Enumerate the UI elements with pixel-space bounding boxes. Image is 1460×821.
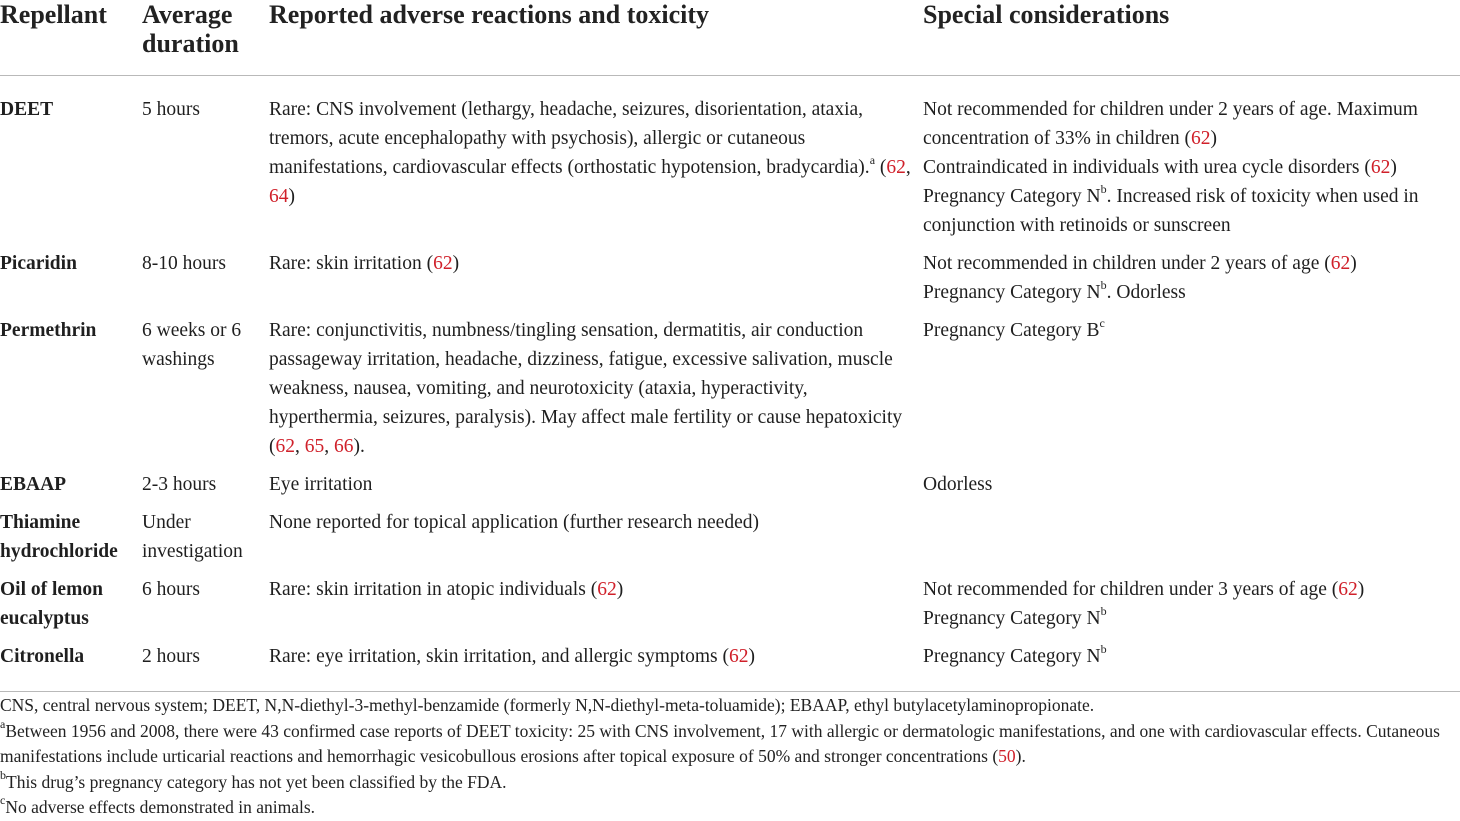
- header-duration: Average duration: [142, 0, 239, 58]
- repellant-name: EBAAP: [0, 474, 67, 495]
- reactions-cell: Rare: conjunctivitis, numbness/tingling sensation, dermatitis, air conduction passageway irritation, headache, dizziness, fatigue, excessive salivation, muscle weakness, nausea, vomiting, and neurotoxicity (ataxia, hyperactivity, hyperthermia, seizures, paralysis). May affect male fertility or cause hepatoxicity (62, 65, 66).: [269, 320, 903, 457]
- reference-link[interactable]: 50: [998, 746, 1016, 766]
- considerations-cell: Not recommended in children under 2 years of age (62) Pregnancy Category $N^b$. Odorless: [923, 253, 1357, 303]
- considerations-cell: Odorless: [923, 474, 993, 495]
- reactions-cell: None reported for topical application (further research needed): [269, 512, 759, 533]
- footnote-mark: b: [1100, 641, 1107, 656]
- duration-cell: 6 weeks or 6 washings: [142, 320, 242, 370]
- reactions-cell: Rare: CNS involvement (lethargy, headache, seizures, disorientation, ataxia, tremors, acute encephalopathy with psychosis), allergic or cutaneous manifestations, cardiovascular effects (orthostatic hypotension, bradycardia).$^a$ (62, 64): [269, 99, 911, 207]
- repellant-name: Citronella: [0, 646, 85, 667]
- duration-cell: 6 hours: [142, 579, 200, 600]
- reference-link[interactable]: 62: [1338, 579, 1358, 600]
- repellant-name: DEET: [0, 99, 54, 120]
- header-reactions: Reported adverse reactions and toxicity: [269, 0, 710, 29]
- reference-link[interactable]: 65: [304, 436, 325, 457]
- reference-link[interactable]: 62: [275, 436, 295, 457]
- footnote-mark: b: [0, 767, 6, 782]
- table-footnotes: [0, 693, 1460, 821]
- reactions-cell: Rare: eye irritation, skin irritation, and allergic symptoms (62): [269, 646, 755, 667]
- footnote-mark: a: [869, 152, 876, 167]
- abbreviations-note: CNS, central nervous system; DEET, N,N-diethyl-3-methyl-benzamide (formerly N,N-diethyl-meta-toluamide); EBAAP, ethyl butylacetylaminopropionate.: [0, 695, 1095, 715]
- duration-cell: Under investigation: [142, 512, 243, 562]
- footnote-mark: c: [0, 793, 6, 808]
- considerations-cell: Not recommended for children under 2 years of age. Maximum concentration of 33% in children (62) Contraindicated in individuals with urea cycle disorders (62) Pregnancy Category $N^b$. Increased risk of toxicity when used in conjunction with retinoids or sunscreen: [923, 99, 1419, 236]
- table-row: [0, 575, 1460, 642]
- table-row: [0, 249, 1460, 316]
- table-row: [0, 508, 1460, 575]
- repellant-name: Permethrin: [0, 320, 97, 341]
- reference-link[interactable]: 64: [269, 186, 289, 207]
- duration-cell: 5 hours: [142, 99, 200, 120]
- reactions-cell: Eye irritation: [269, 474, 373, 495]
- repellant-name: Oil of lemon eucalyptus: [0, 579, 103, 629]
- duration-cell: 2 hours: [142, 646, 200, 667]
- reference-link[interactable]: 66: [334, 436, 354, 457]
- footnote-c: $^c$No adverse effects demonstrated in animals.: [0, 793, 316, 817]
- reference-link[interactable]: 62: [1330, 253, 1351, 274]
- table-row: [0, 642, 1460, 692]
- reactions-cell: Rare: skin irritation (62): [269, 253, 460, 274]
- footnote-mark: b: [1100, 181, 1107, 196]
- footnote-mark: c: [1099, 315, 1105, 330]
- considerations-cell: Pregnancy Category $B^c$: [923, 315, 1105, 341]
- table-row: [0, 76, 1460, 250]
- table-row: [0, 470, 1460, 508]
- considerations-cell: [923, 508, 1460, 575]
- reference-link[interactable]: 62: [1191, 128, 1211, 149]
- footnote-mark: b: [1100, 277, 1107, 292]
- reference-link[interactable]: 62: [1370, 157, 1391, 178]
- footnote-mark: b: [1100, 603, 1107, 618]
- table-row: [0, 316, 1460, 470]
- footnote-mark: a: [0, 716, 6, 731]
- repellant-name: Picaridin: [0, 253, 77, 274]
- header-repellant: Repellant: [0, 0, 107, 29]
- reference-link[interactable]: 62: [886, 157, 906, 178]
- footnote-b: $^b$This drug’s pregnancy category has not yet been classified by the FDA.: [0, 767, 507, 792]
- duration-cell: 2-3 hours: [142, 474, 217, 495]
- reactions-cell: Rare: skin irritation in atopic individuals (62): [269, 579, 624, 600]
- repellant-name: Thiamine hydrochloride: [0, 512, 118, 562]
- reference-link[interactable]: 62: [597, 579, 617, 600]
- reference-link[interactable]: 62: [433, 253, 453, 274]
- considerations-cell: Pregnancy Category $N^b$: [923, 641, 1107, 667]
- header-considerations: Special considerations: [923, 0, 1170, 29]
- footnote-a: $^a$Between 1956 and 2008, there were 43 confirmed case reports of DEET toxicity: 25 with CNS involvement, 17 with allergic or dermatologic manifestations, and one with cardiovascular effects. Cutaneous manifestations include urticarial reactions and hemorrhagic vesicobullous erosions after topical exposure of 50% and stronger concentrations (50).: [0, 716, 1440, 766]
- header-row: [0, 0, 1460, 76]
- considerations-cell: Not recommended for children under 3 years of age (62) Pregnancy Category $N^b$: [923, 579, 1365, 629]
- reference-link[interactable]: 62: [728, 646, 749, 667]
- duration-cell: 8-10 hours: [142, 253, 226, 274]
